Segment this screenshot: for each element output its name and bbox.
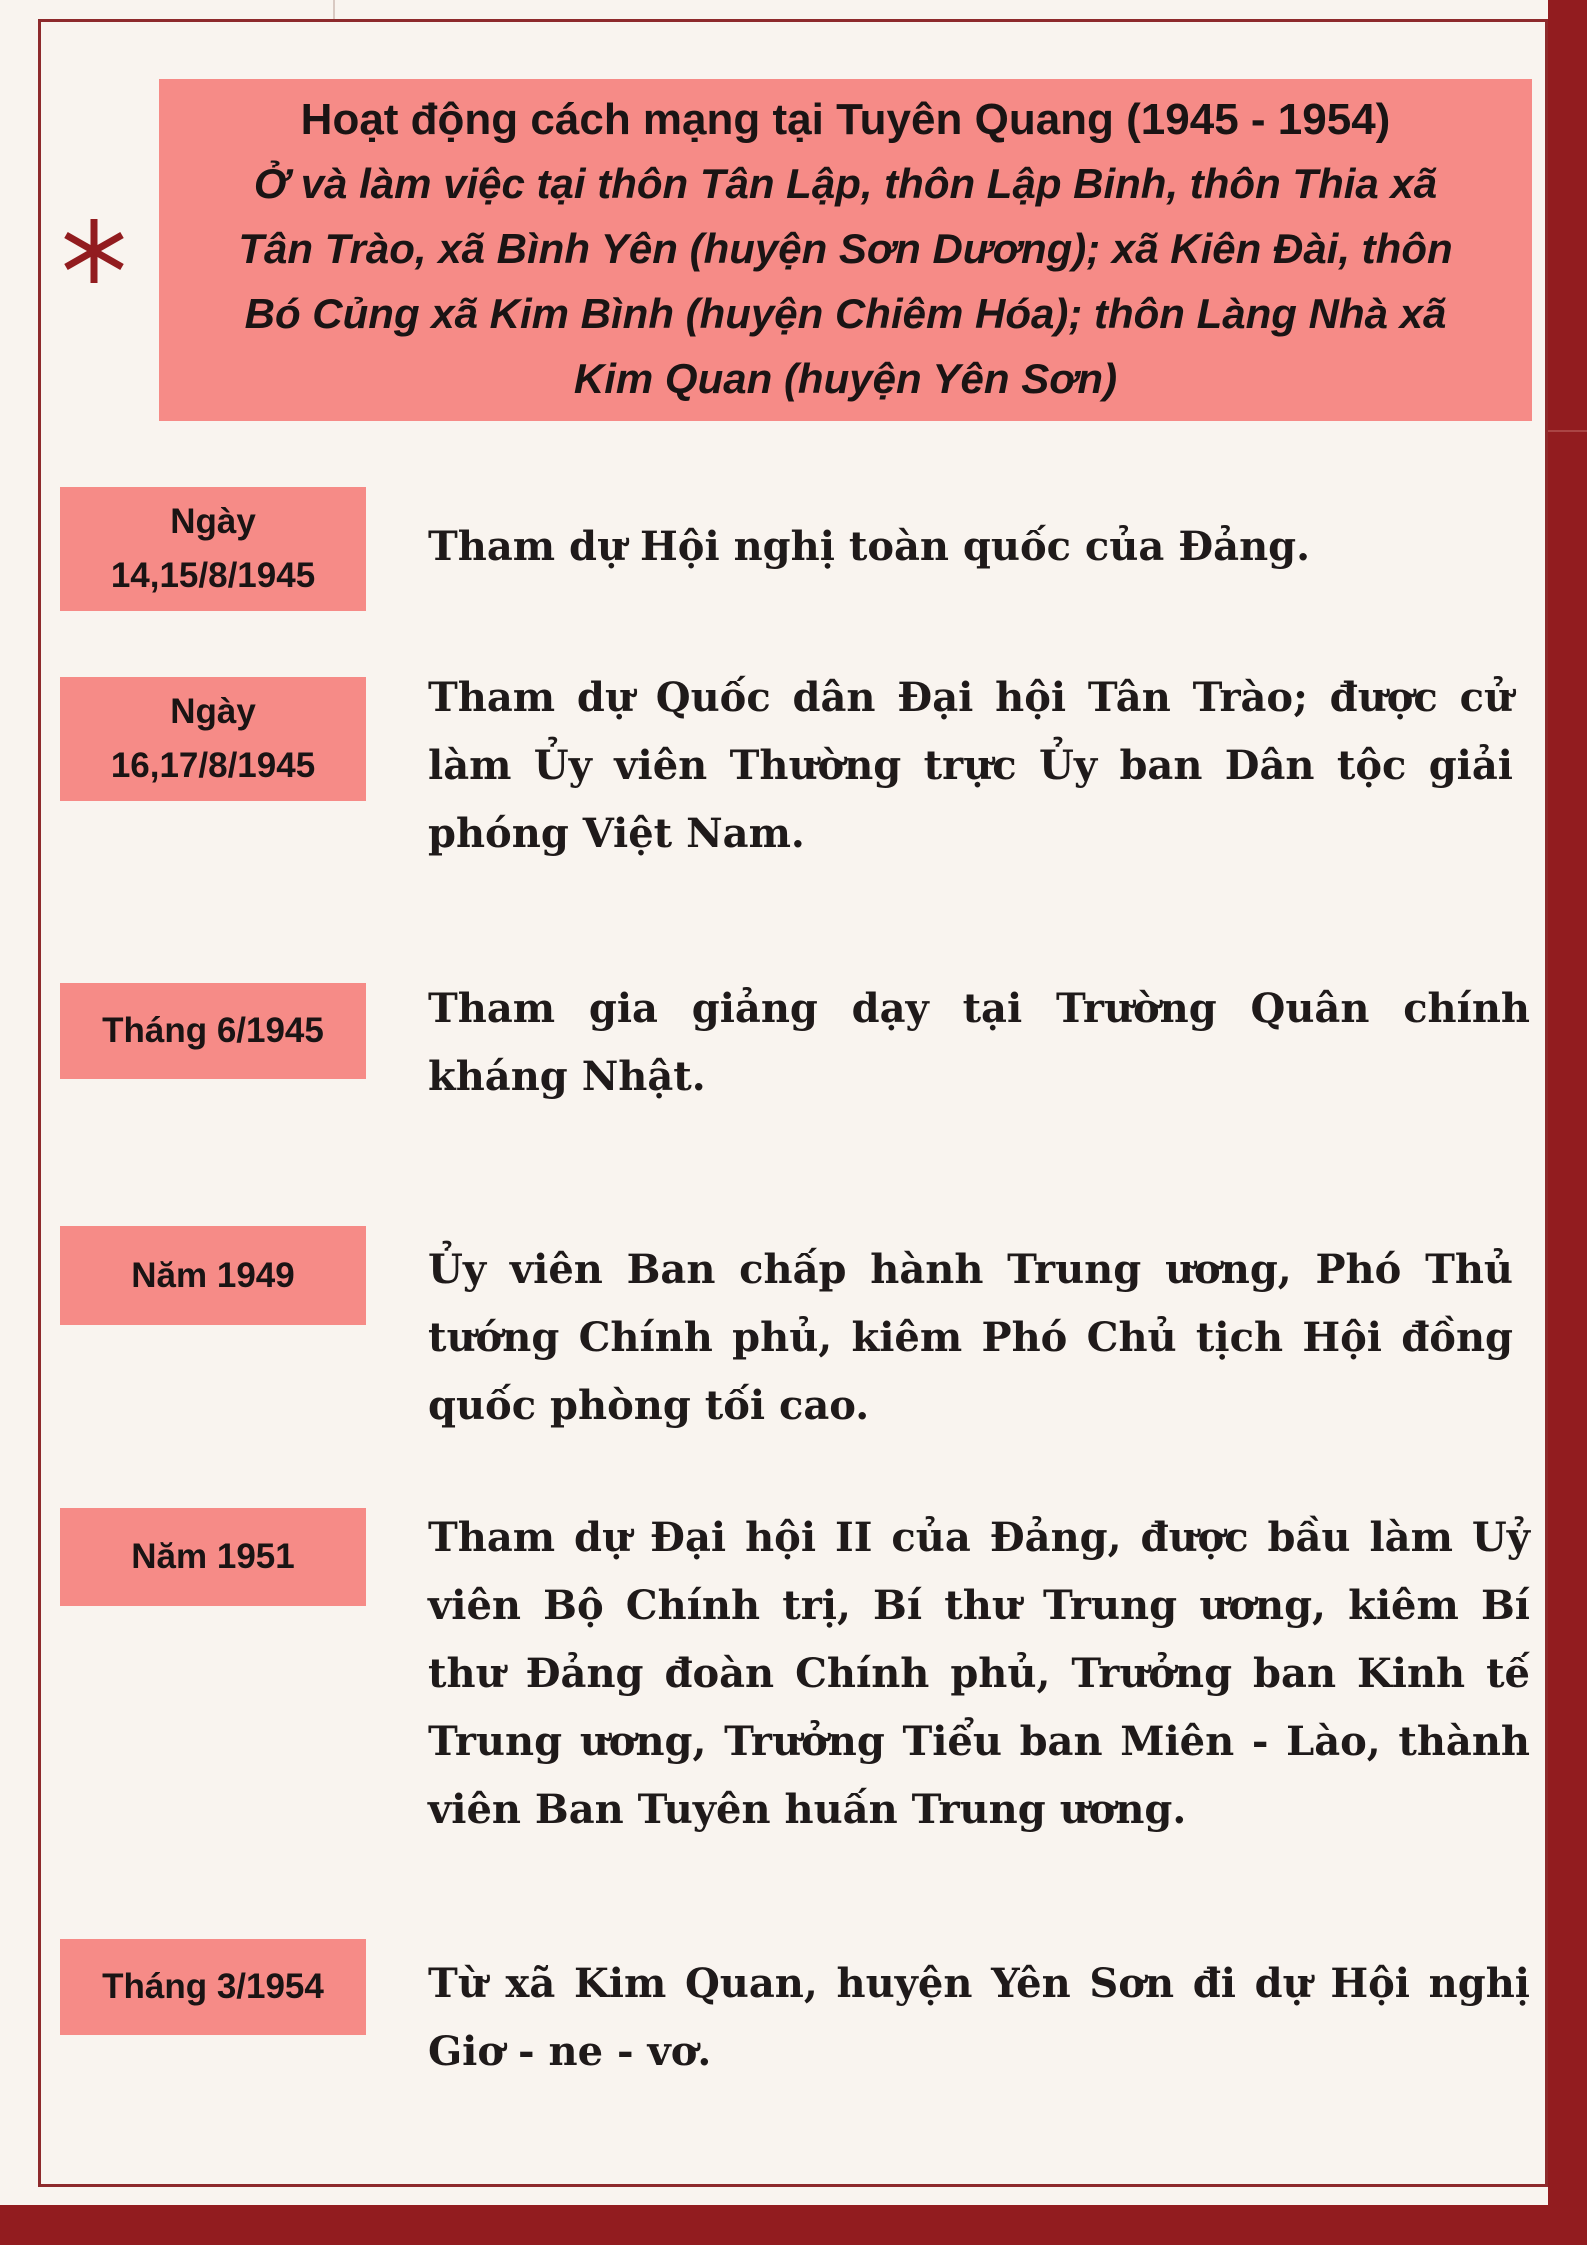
right-divider <box>1548 430 1587 432</box>
timeline-label <box>60 487 366 611</box>
page-subtitle: Ở và làm việc tại thôn Tân Lập, thôn Lập Binh, thôn Thia xã Tân Trào, xã Bình Yên (huyện Sơn Dương); xã Kiên Đài, thôn Bó Củng xã Kim Bình (huyện Chiêm Hóa); thôn Làng Nhà xã Kim Quan (huyện Yên Sơn) <box>238 160 1453 402</box>
top-divider <box>333 0 335 19</box>
timeline-label-line1: Ngày <box>170 692 256 731</box>
timeline-label-line1: Ngày <box>170 502 256 541</box>
timeline-text: Tham dự Quốc dân Đại hội Tân Trào; được cử làm Ủy viên Thường trực Ủy ban Dân tộc giải phóng Việt Nam. <box>428 674 1513 857</box>
timeline-label <box>60 677 366 801</box>
timeline-text: Tham dự Đại hội II của Đảng, được bầu làm Uỷ viên Bộ Chính trị, Bí thư Trung ương, kiêm Bí thư Đảng đoàn Chính phủ, Trưởng ban Kinh tế Trung ương, Trưởng Tiểu ban Miên - Lào, thành viên Ban Tuyên huấn Trung ương. <box>428 1514 1530 1833</box>
timeline-label: Năm 1951 <box>60 1508 366 1606</box>
timeline-label-line2: 14,15/8/1945 <box>110 556 316 595</box>
timeline-text: Ủy viên Ban chấp hành Trung ương, Phó Thủ tướng Chính phủ, kiêm Phó Chủ tịch Hội đồng quốc phòng tối cao. <box>428 1246 1513 1429</box>
page-title: Hoạt động cách mạng tại Tuyên Quang (1945 - 1954) <box>300 95 1391 144</box>
timeline-text: Tham gia giảng dạy tại Trường Quân chính kháng Nhật. <box>428 985 1530 1100</box>
timeline-label: Tháng 6/1945 <box>60 983 366 1079</box>
timeline-label: Tháng 3/1954 <box>60 1939 366 2035</box>
timeline-label: Năm 1949 <box>60 1226 366 1325</box>
header-box <box>159 79 1532 421</box>
timeline-text: Tham dự Hội nghị toàn quốc của Đảng. <box>428 523 1311 570</box>
timeline-label-line2: 16,17/8/1945 <box>110 746 316 785</box>
asterisk-icon <box>58 215 130 287</box>
timeline-text: Từ xã Kim Quan, huyện Yên Sơn đi dự Hội nghị Giơ - ne - vơ. <box>428 1960 1530 2075</box>
